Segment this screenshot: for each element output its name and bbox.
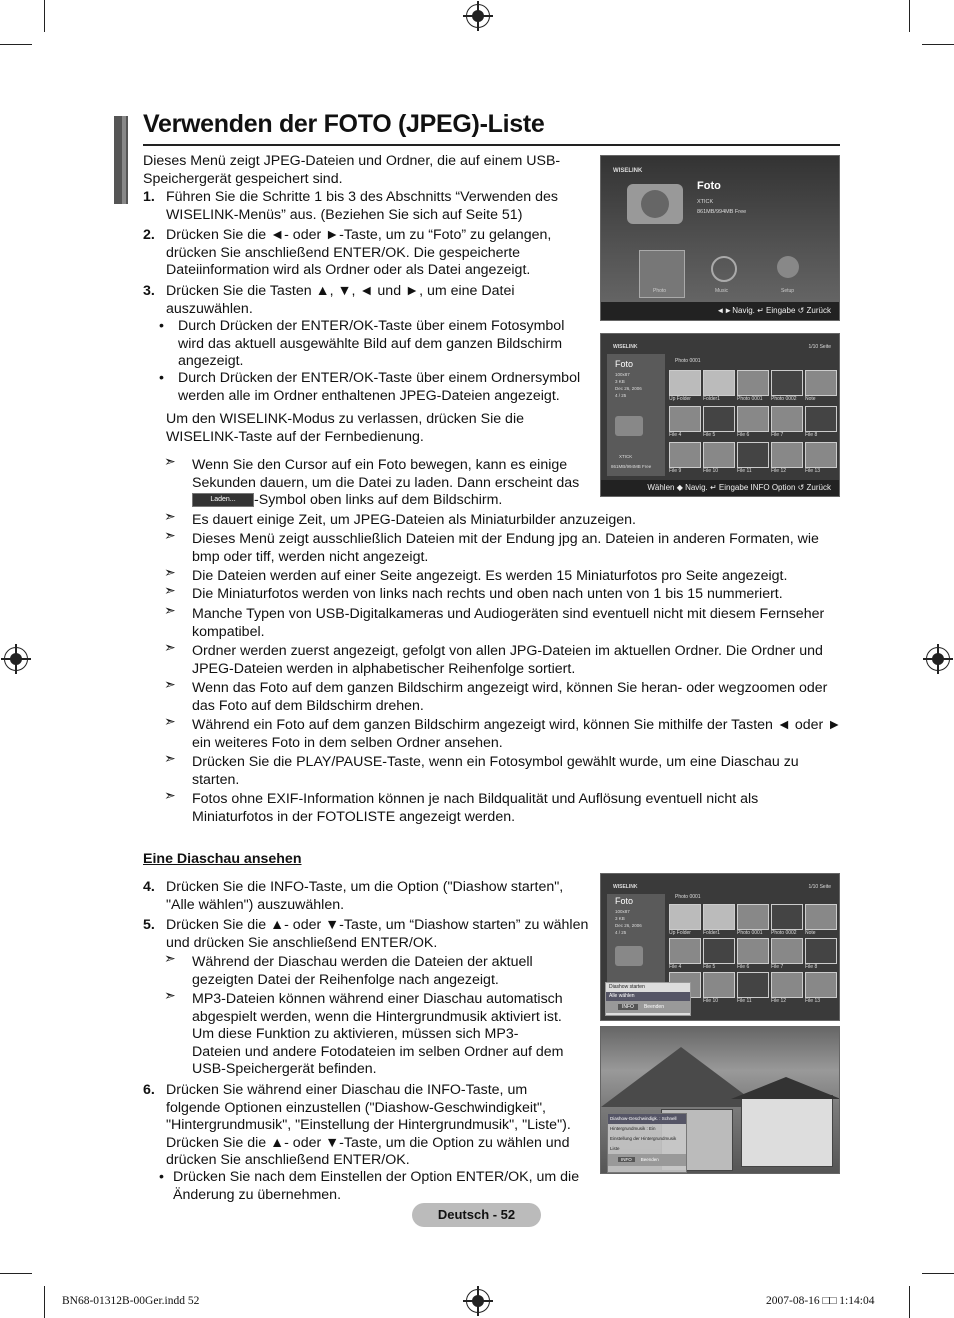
wiselink-logo: WISELINK xyxy=(613,344,638,350)
device-name: XTICK xyxy=(619,454,633,459)
photo-thumbnail[interactable] xyxy=(737,442,769,468)
thumbnail-label: File 13 xyxy=(805,468,821,474)
page-indicator: 1/10 Seite xyxy=(808,884,831,890)
note-arrow-icon: ➣ xyxy=(164,713,176,729)
wiselink-logo: WISELINK xyxy=(613,884,638,890)
thumbnail-label: Folder1 xyxy=(703,930,720,936)
page-title: Verwenden der FOTO (JPEG)-Liste xyxy=(143,110,545,138)
photo-thumbnail[interactable] xyxy=(669,406,701,432)
photo-thumbnail[interactable] xyxy=(771,972,803,998)
setup-menu-icon[interactable] xyxy=(777,256,799,278)
bullet-dot: • xyxy=(159,318,164,334)
menu-item-background-music[interactable]: Hintergrundmusik : Ein xyxy=(610,1126,656,1131)
thumbnail-label: File 8 xyxy=(805,964,818,970)
step-text: Drücken Sie die Tasten ▲, ▼, ◄ und ►, um eine Datei auszuwählen. xyxy=(166,283,515,317)
page-number-badge: Deutsch - 52 xyxy=(412,1203,541,1227)
page-indicator: 1/10 Seite xyxy=(808,344,831,350)
thumbnail-label: Photo 0001 xyxy=(737,930,763,936)
menu-item-music-settings[interactable]: Einstellung der Hintergrundmusik xyxy=(610,1136,677,1141)
note-arrow-icon: ➣ xyxy=(164,750,176,766)
thumbnail-label: Photo 0001 xyxy=(737,396,763,402)
note-arrow-icon: ➣ xyxy=(164,508,176,524)
thumbnail-grid xyxy=(669,904,839,1004)
photo-thumbnail[interactable] xyxy=(805,904,837,930)
photo-thumbnail[interactable] xyxy=(771,938,803,964)
option-menu xyxy=(605,982,691,1016)
step-text: Drücken Sie während einer Diaschau die INFO-Taste, um folgende Optionen einzustellen ("Diashow-Geschwindigkeit", "Hintergrundmusik", "Einstellung der Hintergrundmusik", "Liste"). Drücken Sie die ▲- oder ▼-Taste, um die Option zu wählen und drücken Sie anschließend ENTER/OK. xyxy=(166,1082,571,1168)
note-arrow-icon: ➣ xyxy=(164,564,176,580)
photo-thumbnail[interactable] xyxy=(703,442,735,468)
thumbnail-label: File 11 xyxy=(737,468,752,474)
thumbnail-label: File 5 xyxy=(703,432,716,438)
menu-item-beenden[interactable]: INFO Beenden xyxy=(608,1154,686,1166)
photo-thumbnail[interactable] xyxy=(737,406,769,432)
photo-thumbnail[interactable] xyxy=(737,938,769,964)
folder-thumbnail[interactable] xyxy=(669,370,701,396)
note-arrow-icon: ➣ xyxy=(164,950,176,966)
device-size: 861MB/994MB Free xyxy=(611,464,652,469)
device-name: XTICK xyxy=(697,199,714,205)
thumbnail-label: File 9 xyxy=(669,468,682,474)
registration-mark-icon xyxy=(4,647,28,671)
menu-label: Music xyxy=(715,288,729,294)
step-number: 5. xyxy=(143,917,155,933)
note-text: Die Dateien werden auf einer Seite angezeigt. Es werden 15 Miniaturfotos pro Seite angezeigt. xyxy=(192,568,788,584)
screen-bottom-bar: ◄►Navig. ↵ Eingabe ↺ Zurück xyxy=(601,302,839,320)
thumbnail-label: File 6 xyxy=(737,432,750,438)
note-text: Ordner werden zuerst angezeigt, gefolgt von allen JPG-Dateien im aktuellen Ordner. Die Ordner und JPEG-Dateien werden in alphabetischer Reihenfolge sortiert. xyxy=(192,643,823,677)
file-info: 3 KB xyxy=(615,916,625,921)
section-title: Eine Diaschau ansehen xyxy=(143,851,302,867)
crop-mark xyxy=(922,44,954,45)
note-arrow-icon: ➣ xyxy=(164,453,176,469)
tv-screen-photo-list-option-menu xyxy=(600,873,840,1021)
crop-mark xyxy=(0,1273,32,1274)
note-text: Die Miniaturfotos werden von links nach rechts und oben nach unten von 1 bis 15 nummeriert. xyxy=(192,586,783,602)
thumbnail-label: Photo 0002 xyxy=(771,396,797,402)
step-text: Drücken Sie die INFO-Taste, um die Option ("Diashow starten", "Alle wählen") auszuwählen. xyxy=(166,879,564,913)
step-number: 2. xyxy=(143,227,155,243)
crop-mark xyxy=(922,1273,954,1274)
photo-thumbnail[interactable] xyxy=(771,406,803,432)
camera-lens-icon xyxy=(641,190,669,218)
menu-item-speed[interactable]: Diashow-Geschwindigk. : Schnell xyxy=(608,1114,686,1124)
file-info: 3 KB xyxy=(615,379,625,384)
thumbnail-label: File 12 xyxy=(771,998,787,1004)
house-shape xyxy=(741,1095,833,1167)
registration-mark-icon xyxy=(466,4,490,28)
note-arrow-icon: ➣ xyxy=(164,987,176,1003)
thumbnail-grid xyxy=(669,370,839,476)
screen-bottom-bar: Wählen ◆ Navig. ↵ Eingabe INFO Option ↺ Zurück xyxy=(601,480,839,496)
menu-label: Setup xyxy=(781,288,795,294)
photo-thumbnail[interactable] xyxy=(771,370,803,396)
photo-thumbnail[interactable] xyxy=(805,938,837,964)
registration-mark-icon xyxy=(926,647,950,671)
step-number: 3. xyxy=(143,283,155,299)
thumbnail-label: File 11 xyxy=(737,998,752,1004)
folder-thumbnail[interactable] xyxy=(703,904,735,930)
menu-item-beenden[interactable]: INFO Beenden xyxy=(606,1001,690,1013)
menu-label: Photo xyxy=(653,288,667,294)
music-menu-icon[interactable] xyxy=(711,256,737,282)
thumbnail-label: Up Folder xyxy=(669,930,691,936)
registration-mark-icon xyxy=(466,1289,490,1313)
loading-icon: Laden... xyxy=(192,493,254,507)
bullet-text: Drücken Sie nach dem Einstellen der Option ENTER/OK, um die Änderung zu übernehmen. xyxy=(173,1169,580,1203)
thumbnail-label: File 6 xyxy=(737,964,750,970)
menu-item-list[interactable]: Liste xyxy=(610,1146,620,1151)
file-info: Dec 26, 2006 xyxy=(615,386,642,391)
thumbnail-label: File 5 xyxy=(703,964,716,970)
crop-mark xyxy=(0,44,32,45)
note-text: Wenn das Foto auf dem ganzen Bildschirm angezeigt wird, können Sie heran- oder wegzoomen oder das Foto auf dem Bildschirm drehen. xyxy=(192,680,828,714)
photo-thumbnail[interactable] xyxy=(669,442,701,468)
info-badge: INFO xyxy=(618,1157,635,1162)
bullet-dot: • xyxy=(159,370,164,386)
note-arrow-icon: ➣ xyxy=(164,527,176,543)
photo-thumbnail[interactable] xyxy=(771,442,803,468)
bullet-text: Durch Drücken der ENTER/OK-Taste über einem Ordnersymbol werden alle im Ordner enthaltenen JPEG-Dateien angezeigt. xyxy=(178,370,581,404)
note-text: Dieses Menü zeigt ausschließlich Dateien mit der Endung jpg an. Dateien in anderen Formaten, wie bmp oder tiff, werden nicht angezeigt. xyxy=(192,531,819,565)
thumbnail-label: File 7 xyxy=(771,432,784,438)
photo-thumbnail[interactable] xyxy=(669,938,701,964)
file-info: 4 / 25 xyxy=(615,930,627,935)
info-badge: INFO xyxy=(618,1004,638,1010)
note-arrow-icon: ➣ xyxy=(164,639,176,655)
wiselink-logo: WISELINK xyxy=(613,168,643,174)
file-info: Dec 26, 2006 xyxy=(615,923,642,928)
photo-thumbnail[interactable] xyxy=(737,370,769,396)
camera-icon xyxy=(615,946,643,966)
note-text: Drücken Sie die PLAY/PAUSE-Taste, wenn ein Fotosymbol gewählt wurde, um eine Diaschau zu starten. xyxy=(192,754,799,788)
exit-text: Um den WISELINK-Modus zu verlassen, drücken Sie die WISELINK-Taste auf der Fernbedienung. xyxy=(166,411,524,445)
thumbnail-label: File 7 xyxy=(771,964,784,970)
camera-icon xyxy=(615,416,643,436)
note-text: Manche Typen von USB-Digitalkameras und Audiogeräten sind eventuell nicht mit diesem Fernseher kompatibel. xyxy=(192,606,825,640)
photo-thumbnail[interactable] xyxy=(737,972,769,998)
note-arrow-icon: ➣ xyxy=(164,676,176,692)
photo-thumbnail[interactable] xyxy=(703,972,735,998)
photo-thumbnail[interactable] xyxy=(805,442,837,468)
photo-thumbnail[interactable] xyxy=(805,370,837,396)
step-number: 4. xyxy=(143,879,155,895)
tv-screen-slideshow xyxy=(600,1026,840,1174)
photo-thumbnail[interactable] xyxy=(703,406,735,432)
photo-thumbnail[interactable] xyxy=(703,938,735,964)
thumbnail-label: File 4 xyxy=(669,964,682,970)
crop-mark xyxy=(44,0,45,32)
crop-mark xyxy=(44,1286,45,1318)
screen-title: Foto xyxy=(615,896,634,906)
thumbnail-label: File 8 xyxy=(805,432,818,438)
note-text: Wenn Sie den Cursor auf ein Foto bewegen, kann es einige Sekunden dauern, um die Datei zu laden. Dann erscheint das Laden... -Symbol oben links auf dem Bildschirm. xyxy=(192,457,580,508)
step-number: 6. xyxy=(143,1082,155,1098)
thumbnail-label: File 4 xyxy=(669,432,682,438)
tv-screen-wiselink-menu xyxy=(600,155,840,321)
thumbnail-label: File 10 xyxy=(703,468,719,474)
thumbnail-label: File 12 xyxy=(771,468,787,474)
file-info: 100x87 xyxy=(615,372,630,377)
note-text: Es dauert einige Zeit, um JPEG-Dateien als Miniaturbilder anzuzeigen. xyxy=(192,512,636,528)
screen-title: Foto xyxy=(615,359,634,369)
thumbnail-label: Photo 0002 xyxy=(771,930,797,936)
bullet-text: Durch Drücken der ENTER/OK-Taste über einem Fotosymbol wird das aktuell ausgewählte Bild auf dem ganzen Bildschirm angezeigt. xyxy=(178,318,565,369)
folder-thumbnail[interactable] xyxy=(669,904,701,930)
note-arrow-icon: ➣ xyxy=(164,602,176,618)
menu-item-alle-waehlen[interactable]: Alle wählen xyxy=(606,992,690,1001)
footer-file-info: BN68-01312B-00Ger.indd 52 xyxy=(62,1295,200,1307)
menu-item-diashow-starten[interactable]: Diashow starten xyxy=(609,984,645,990)
current-folder: Photo 0001 xyxy=(675,358,701,364)
photo-thumbnail[interactable] xyxy=(737,904,769,930)
file-info: 100x87 xyxy=(615,909,630,914)
thumbnail-label: Note xyxy=(805,930,816,936)
title-rule xyxy=(143,144,840,146)
photo-thumbnail[interactable] xyxy=(805,972,837,998)
current-folder: Photo 0001 xyxy=(675,894,701,900)
thumbnail-label: Up Folder xyxy=(669,396,691,402)
note-text: Während der Diaschau werden die Dateien der aktuell gezeigten Datei der Reihenfolge nach angezeigt. xyxy=(192,954,533,988)
roof-shape xyxy=(731,1077,840,1099)
note-arrow-icon: ➣ xyxy=(164,787,176,803)
note-text: MP3-Dateien können während einer Diaschau automatisch abgespielt werden, wenn die Hintergrundmusik aktiviert ist. Um diese Funktion zu aktivieren, müssen sich MP3-Dateien und andere Fotodateien im selben Ordner auf dem USB-Speichergerät befinden. xyxy=(192,991,564,1077)
thumbnail-label: Folder1 xyxy=(703,396,720,402)
photo-thumbnail[interactable] xyxy=(771,904,803,930)
photo-thumbnail[interactable] xyxy=(805,406,837,432)
tv-screen-photo-list xyxy=(600,333,840,497)
step-number: 1. xyxy=(143,189,155,205)
note-text: Fotos ohne EXIF-Information können je nach Bildqualität und Auflösung eventuell nicht als Miniaturfotos in der FOTOLISTE angezeigt werden. xyxy=(192,791,759,825)
crop-mark xyxy=(909,1286,910,1318)
crop-mark xyxy=(909,0,910,32)
step-text: Führen Sie die Schritte 1 bis 3 des Abschnitts “Verwenden des WISELINK-Menüs” aus. (Beziehen Sie sich auf Seite 51) xyxy=(166,189,558,223)
folder-thumbnail[interactable] xyxy=(703,370,735,396)
slideshow-option-menu xyxy=(607,1113,687,1173)
step-text: Drücken Sie die ◄- oder ►-Taste, um zu “Foto” zu gelangen, drücken Sie anschließend ENTER/OK. Die gespeicherte Dateiinformation wird als Ordner oder als Datei angezeigt. xyxy=(166,227,552,278)
screen-title: Foto xyxy=(697,180,721,192)
footer-timestamp: 2007-08-16 □□ 1:14:04 xyxy=(766,1295,875,1307)
note-arrow-icon: ➣ xyxy=(164,582,176,598)
thumbnail-label: File 10 xyxy=(703,998,719,1004)
note-text: Während ein Foto auf dem ganzen Bildschirm angezeigt wird, können Sie mithilfe der Tasten ◄ oder ► ein weiteres Foto in dem selben Ordner ansehen. xyxy=(192,717,842,751)
bullet-dot: • xyxy=(159,1169,164,1185)
thumbnail-label: File 13 xyxy=(805,998,821,1004)
step-text: Drücken Sie die ▲- oder ▼-Taste, um “Diashow starten” zu wählen und drücken Sie anschließend ENTER/OK. xyxy=(166,917,589,951)
file-info: 4 / 25 xyxy=(615,393,627,398)
title-bar-decoration xyxy=(122,116,126,204)
intro-text: Dieses Menü zeigt JPEG-Dateien und Ordner, die auf einem USB-Speichergerät gespeichert sind. xyxy=(143,153,561,187)
device-size: 861MB/994MB Free xyxy=(697,209,747,215)
thumbnail-label: Note xyxy=(805,396,816,402)
